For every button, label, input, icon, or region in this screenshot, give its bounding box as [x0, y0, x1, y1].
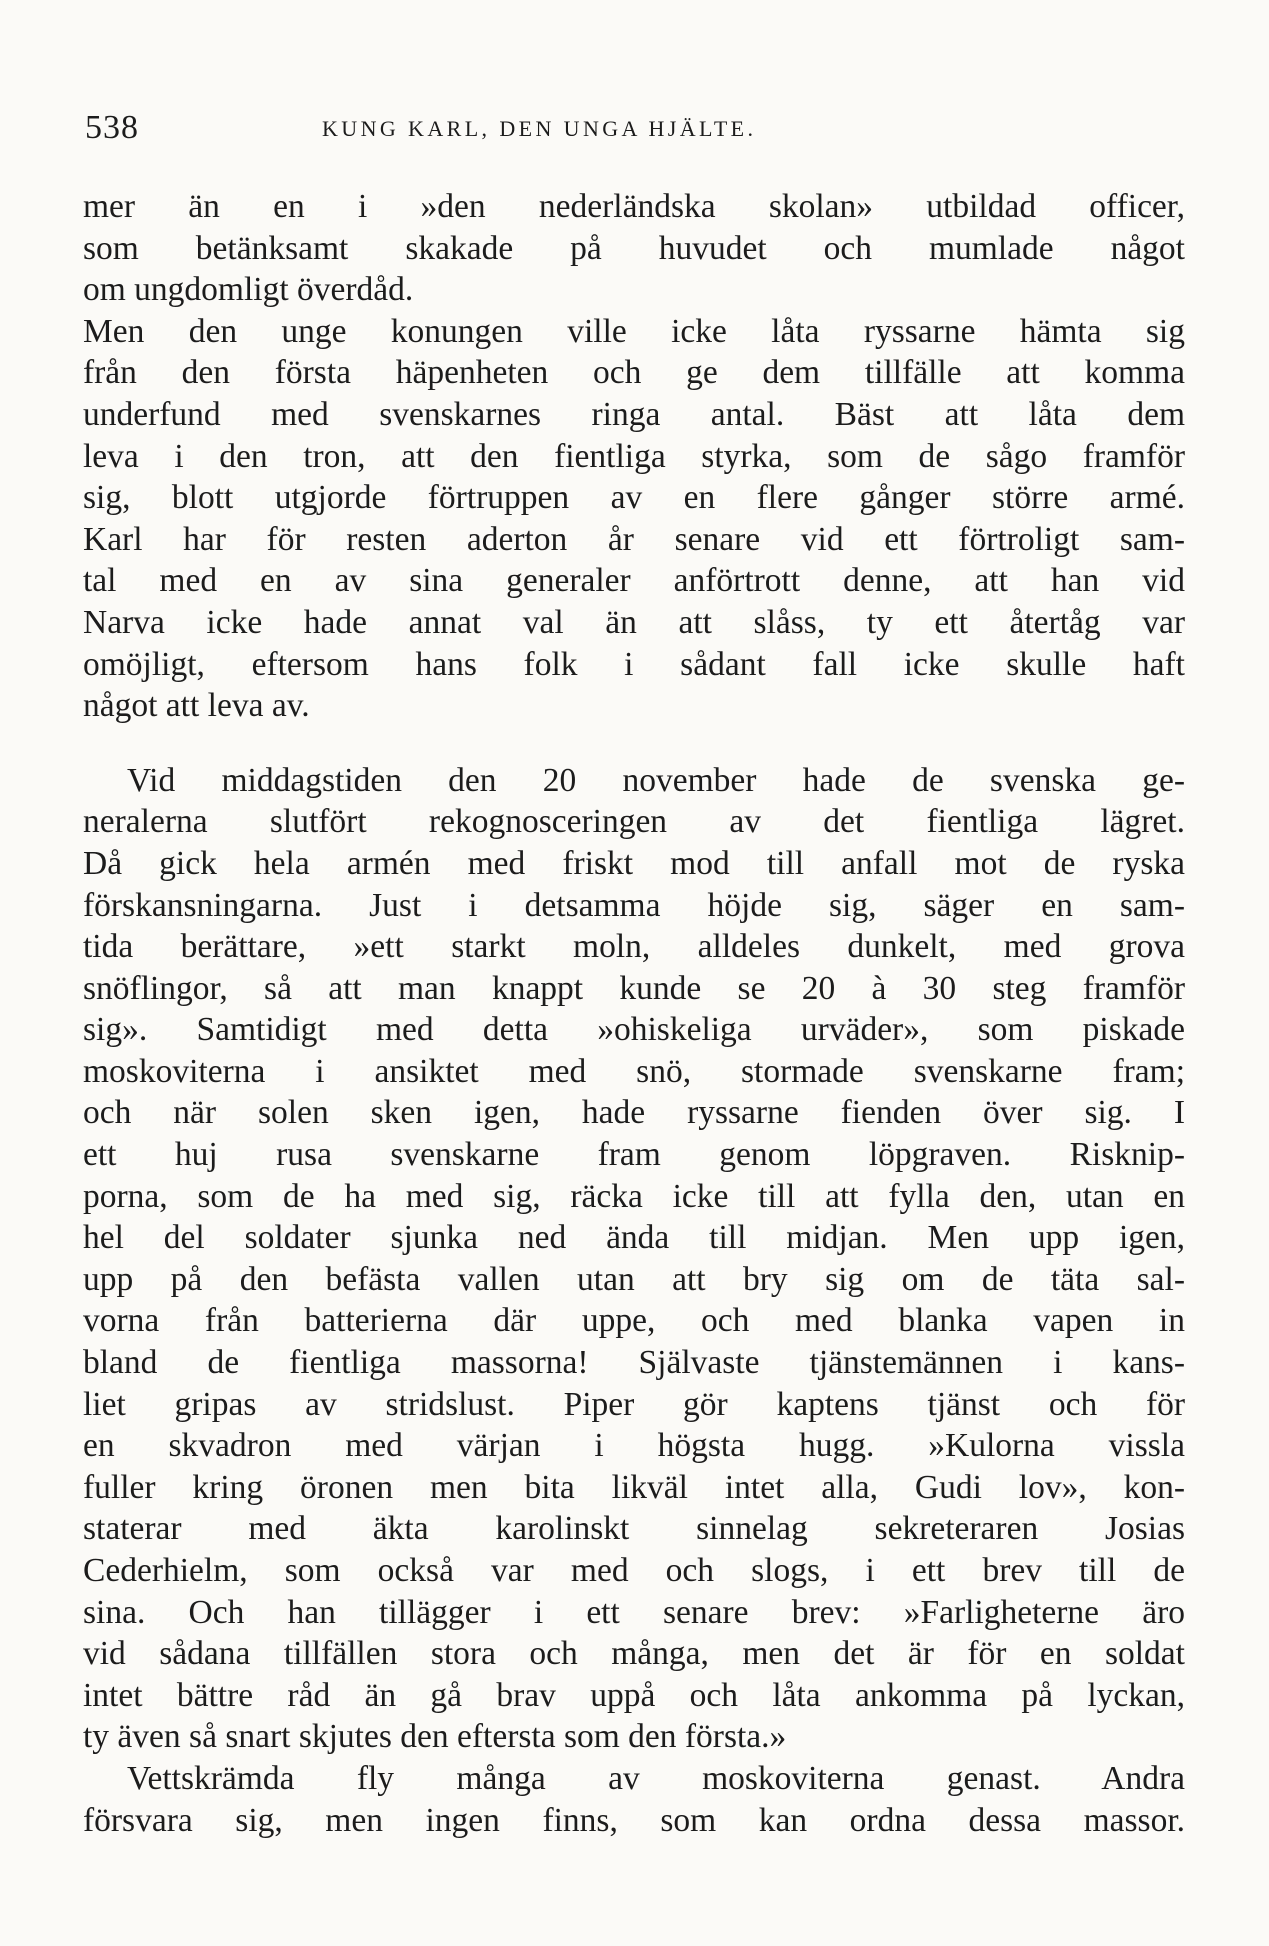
text-line: som betänksamt skakade på huvudet och mumlade något [83, 229, 1185, 267]
text-line: något att leva av. [83, 687, 310, 725]
text-line: tal med en av sina generaler anförtrott denne, att han vid [83, 562, 1185, 600]
text-line: från den första häpenheten och ge dem tillfälle att komma [83, 354, 1185, 392]
text-line: snöflingor, så att man knappt kunde se 20 à 30 steg framför [83, 969, 1185, 1007]
page-header [85, 108, 1185, 148]
text-line: vorna från batterierna där uppe, och med blanka vapen in [83, 1302, 1185, 1340]
text-line: Vettskrämda fly många av moskoviterna genast. Andra [127, 1759, 1185, 1797]
text-line: upp på den befästa vallen utan att bry sig om de täta sal- [83, 1260, 1185, 1298]
text-line: intet bättre råd än gå brav uppå och låta ankomma på lyckan, [83, 1676, 1185, 1714]
text-line: sig». Samtidigt med detta »ohiskeliga urväder», som piskade [83, 1011, 1185, 1049]
text-line: försvara sig, men ingen finns, som kan ordna dessa massor. [83, 1801, 1185, 1839]
text-line: vid sådana tillfällen stora och många, men det är för en soldat [83, 1635, 1185, 1673]
text-line: Narva icke hade annat val än att slåss, ty ett återtåg var [83, 603, 1185, 641]
text-line: Då gick hela armén med friskt mod till anfall mot de ryska [83, 844, 1185, 882]
paragraph [83, 186, 1185, 311]
text-line: hel del soldater sjunka ned ända till midjan. Men upp igen, [83, 1219, 1185, 1257]
text-line: mer än en i »den nederländska skolan» utbildad officer, [83, 188, 1185, 225]
text-line: förskansningarna. Just i detsamma höjde sig, säger en sam- [83, 886, 1185, 924]
text-line: tida berättare, »ett starkt moln, alldeles dunkelt, med grova [83, 928, 1185, 966]
text-line: leva i den tron, att den fientliga styrka, som de sågo framför [83, 437, 1185, 475]
text-line: ett huj rusa svenskarne fram genom löpgraven. Risknip- [83, 1136, 1185, 1174]
text-line: omöjligt, eftersom hans folk i sådant fall icke skulle haft [83, 645, 1185, 683]
text-line: Men den unge konungen ville icke låta ryssarne hämta sig [83, 312, 1185, 350]
paragraph [83, 760, 1185, 1758]
running-head: KUNG KARL, DEN UNGA HJÄLTE. [322, 116, 757, 141]
text-line: staterar med äkta karolinskt sinnelag sekreteraren Josias [83, 1510, 1185, 1548]
text-line: moskoviterna i ansiktet med snö, stormade svenskarne fram; [83, 1052, 1185, 1090]
text-line: ty även så snart skjutes den eftersta som den första.» [83, 1718, 787, 1756]
paragraph [83, 311, 1185, 727]
text-line: underfund med svenskarnes ringa antal. Bäst att låta dem [83, 395, 1185, 433]
text-line: Cederhielm, som också var med och slogs, i ett brev till de [83, 1552, 1185, 1589]
text-line: och när solen sken igen, hade ryssarne fienden över sig. I [83, 1094, 1185, 1132]
text-line: porna, som de ha med sig, räcka icke till att fylla den, utan en [83, 1177, 1185, 1215]
text-line: sina. Och han tillägger i ett senare brev: »Farligheterne äro [83, 1593, 1185, 1631]
text-line: neralerna slutfört rekognosceringen av det fientliga lägret. [83, 803, 1185, 841]
page-number: 538 [85, 109, 139, 146]
text-line: en skvadron med värjan i högsta hugg. »Kulorna vissla [83, 1427, 1185, 1465]
body-text [83, 186, 1185, 1841]
paragraph-gap [83, 727, 1185, 760]
text-line: sig, blott utgjorde förtruppen av en flere gånger större armé. [83, 479, 1185, 517]
paragraph [83, 1758, 1185, 1841]
text-line: fuller kring öronen men bita likväl intet alla, Gudi lov», kon- [83, 1468, 1185, 1506]
text-line: bland de fientliga massorna! Självaste tjänstemännen i kans- [83, 1344, 1185, 1382]
text-line: om ungdomligt överdåd. [83, 271, 414, 309]
text-line: Karl har för resten aderton år senare vid ett förtroligt sam- [83, 520, 1185, 558]
text-line: Vid middagstiden den 20 november hade de svenska ge- [127, 761, 1185, 799]
text-line: liet gripas av stridslust. Piper gör kaptens tjänst och för [83, 1385, 1185, 1423]
